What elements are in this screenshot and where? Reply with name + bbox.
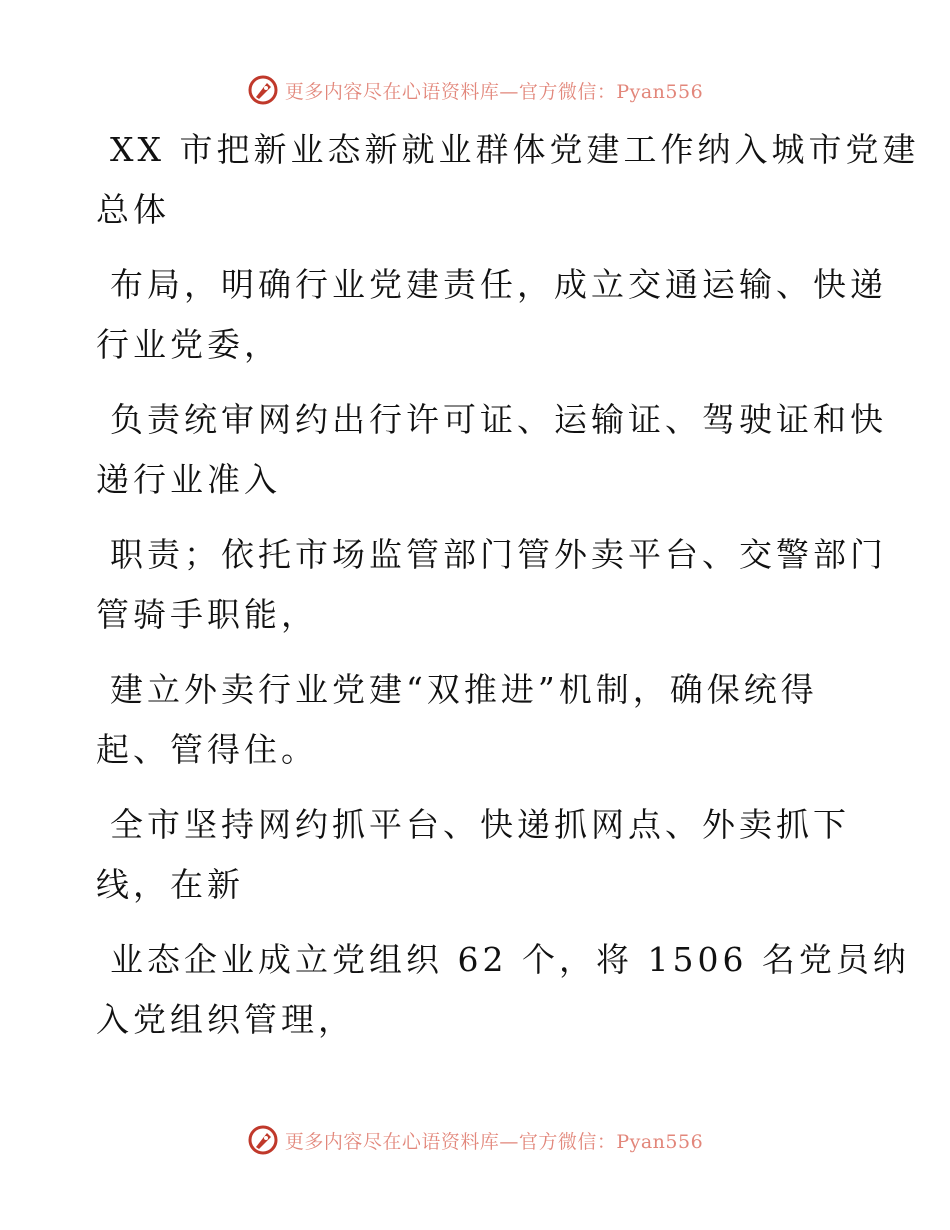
- header-watermark: [0, 70, 950, 110]
- paragraph: [96, 120, 920, 240]
- pen-nib-logo-icon: [247, 74, 279, 106]
- paragraph: [96, 390, 887, 510]
- paragraph-line: 全市坚持网约抓平台、快递抓网点、外卖抓下: [110, 805, 850, 844]
- paragraph-line: 管骑手职能，: [96, 595, 318, 634]
- paragraph-line: 业态企业成立党组织 62 个，将 1506 名党员纳: [110, 940, 910, 979]
- paragraph-line: 递行业准入: [96, 460, 281, 499]
- paragraph-line: 线，在新: [96, 865, 244, 904]
- paragraph: [96, 930, 910, 1050]
- watermark-text: 更多内容尽在心语资料库—官方微信：Pyan556: [284, 1130, 704, 1153]
- watermark-text: 更多内容尽在心语资料库—官方微信：Pyan556: [284, 80, 704, 103]
- pen-nib-logo-icon: [247, 1124, 279, 1156]
- paragraph-line: 起、管得住。: [96, 730, 318, 769]
- paragraph-line: XX 市把新业态新就业群体党建工作纳入城市党建: [110, 130, 920, 169]
- paragraph-line: 职责；依托市场监管部门管外卖平台、交警部门: [110, 535, 887, 574]
- paragraph: [96, 660, 856, 780]
- paragraph-line: 负责统审网约出行许可证、运输证、驾驶证和快: [110, 400, 887, 439]
- paragraph-line: 入党组织管理，: [96, 1000, 355, 1039]
- paragraph: [96, 255, 887, 375]
- paragraph: [96, 525, 887, 645]
- paragraph: [96, 795, 856, 915]
- document-body: [96, 120, 920, 1065]
- paragraph-line: 行业党委，: [96, 325, 281, 364]
- paragraph-line: 总体: [96, 190, 170, 229]
- paragraph-line: 布局，明确行业党建责任，成立交通运输、快递: [110, 265, 887, 304]
- paragraph-line: 建立外卖行业党建“双推进”机制，确保统得: [110, 670, 818, 709]
- footer-watermark: [0, 1120, 950, 1160]
